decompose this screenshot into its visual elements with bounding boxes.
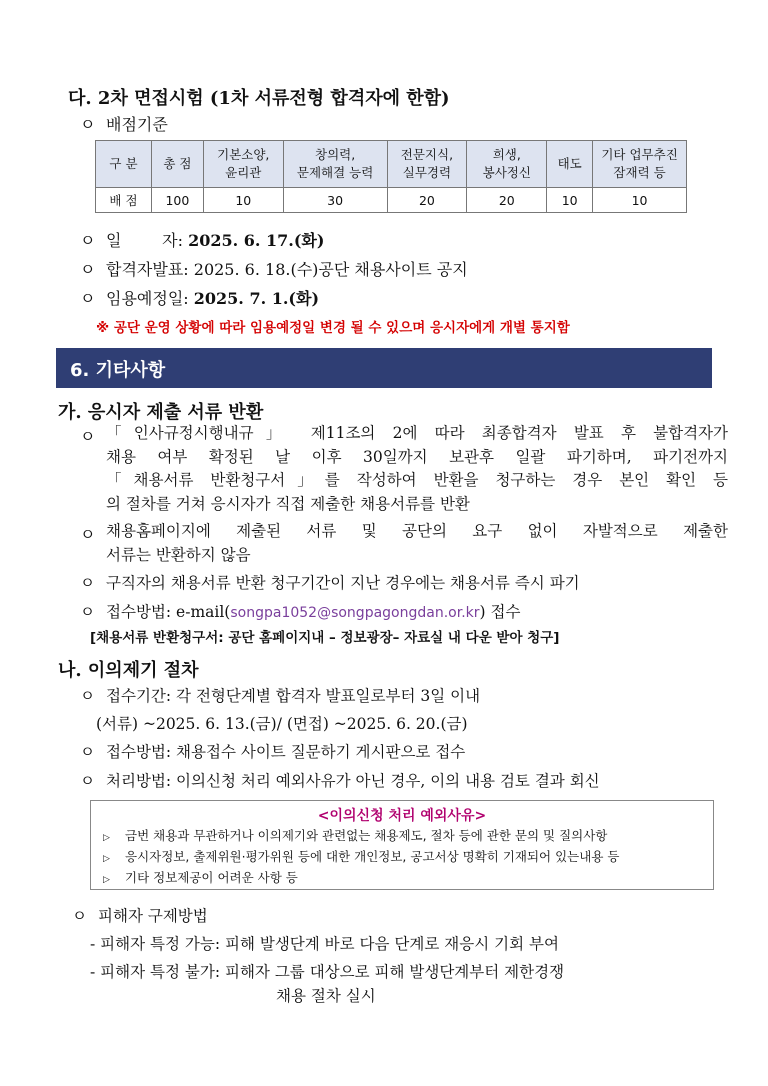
date-label: 일 자: (106, 231, 189, 250)
announce-line (80, 257, 468, 280)
table-header-cell: 기본소양, 윤리관 (203, 141, 283, 188)
period-text: 접수기간: 각 전형단계별 합격자 발표일로부터 3일 이내 (106, 687, 481, 705)
table-cell: 20 (467, 188, 547, 213)
circle-bullet-icon: ㅇ (80, 687, 95, 705)
list-item (103, 868, 298, 886)
period-line (80, 684, 480, 706)
table-cell: 30 (283, 188, 387, 213)
paragraph-line: 「인사규정시행내규」 제11조의 2에 따라 최종합격자 발표 후 불합격자가 (106, 424, 728, 442)
appoint-label: 임용예정일: (106, 289, 194, 308)
table-cell: 10 (203, 188, 283, 213)
circle-bullet-icon: ㅇ (80, 772, 95, 790)
table-cell: 10 (547, 188, 593, 213)
paragraph-line: 서류는 반환하지 않음 (106, 545, 251, 564)
email-prefix: 접수방법: e-mail( (106, 603, 231, 621)
appoint-value: 2025. 7. 1.(화) (193, 289, 320, 308)
section-6-title: 6. 기타사항 (70, 360, 166, 381)
paragraph-line: 「채용서류 반환청구서」를 작성하여 반환을 청구하는 경우 본인 확인 등 (106, 471, 728, 489)
criteria-label: 배점기준 (106, 115, 168, 134)
table-header-cell: 전문지식, 실무경력 (387, 141, 467, 188)
relief-item-1: - 피해자 특정 가능: 피해 발생단계 바로 다음 단계로 재응시 기회 부여 (90, 935, 559, 953)
circle-bullet-icon: ㅇ (80, 427, 96, 446)
exception-box-title: <이의신청 처리 예외사유> (317, 808, 487, 824)
section-6-header (56, 348, 712, 388)
circle-bullet-icon: ㅇ (80, 743, 95, 761)
table-header-cell: 태도 (547, 141, 593, 188)
email-link[interactable]: songpa1052@songpagongdan.or.kr (230, 605, 480, 621)
criteria-line (80, 112, 168, 135)
relief-label: 피해자 구제방법 (98, 907, 208, 925)
interview-date-line (80, 228, 324, 251)
voluntary-paragraph (106, 520, 728, 567)
appoint-line (80, 286, 319, 309)
circle-bullet-icon: ㅇ (80, 574, 95, 592)
method-line (80, 740, 465, 762)
exception-item-3: 기타 정보제공이 어려운 사항 등 (125, 870, 298, 885)
circle-bullet-icon: ㅇ (80, 115, 96, 134)
expiry-line (80, 571, 580, 593)
table-header-row (96, 141, 687, 188)
circle-bullet-icon: ㅇ (80, 231, 96, 250)
triangle-marker-icon: ▷ (103, 854, 110, 864)
period-dates: (서류) ~2025. 6. 13.(금)/ (면접) ~2025. 6. 20.(금) (96, 715, 468, 733)
table-row (96, 188, 687, 213)
section-ga-heading: 가. 응시자 제출 서류 반환 (58, 402, 264, 423)
list-item (103, 847, 619, 865)
exception-item-1: 금번 채용과 무관하거나 이의제기와 관련없는 채용제도, 절차 등에 관한 문의 및 질의사항 (125, 828, 608, 843)
table-cell: 10 (593, 188, 687, 213)
score-table (95, 140, 687, 213)
relief-line (72, 904, 208, 926)
paragraph-line: 의 절차를 거쳐 응시자가 직접 제출한 채용서류를 반환 (106, 494, 470, 513)
process-text: 처리방법: 이의신청 처리 예외사유가 아닌 경우, 이의 내용 검토 결과 회신 (106, 772, 600, 790)
circle-bullet-icon: ㅇ (80, 603, 95, 621)
list-item (103, 826, 607, 844)
section-da-heading: 다. 2차 면접시험 (1차 서류전형 합격자에 한함) (68, 88, 450, 109)
paragraph-line: 채용홈페이지에 제출된 서류 및 공단의 요구 없이 자발적으로 제출한 (106, 522, 728, 540)
return-paragraph (106, 422, 728, 516)
triangle-marker-icon: ▷ (103, 875, 110, 885)
circle-bullet-icon: ㅇ (80, 525, 96, 544)
announce-label: 합격자발표: (106, 260, 194, 279)
section-na-heading: 나. 이의제기 절차 (58, 660, 199, 681)
table-header-cell: 구 분 (96, 141, 152, 188)
table-header-cell: 창의력, 문제해결 능력 (283, 141, 387, 188)
table-header-cell: 기타 업무추진 잠재력 등 (593, 141, 687, 188)
date-value: 2025. 6. 17.(화) (188, 231, 325, 250)
table-cell: 100 (151, 188, 203, 213)
relief-item-2-cont: 채용 절차 실시 (276, 987, 376, 1005)
table-header-cell: 희생, 봉사정신 (467, 141, 547, 188)
relief-item-2: - 피해자 특정 불가: 피해자 그룹 대상으로 피해 발생단계부터 제한경쟁 (90, 963, 565, 981)
table-cell: 20 (387, 188, 467, 213)
exception-item-2: 응시자정보, 출제위원·평가위원 등에 대한 개인정보, 공고서상 명확히 기재되어 있는내용 등 (125, 849, 620, 864)
email-suffix: ) 접수 (479, 603, 521, 621)
appoint-note: ※ 공단 운영 상황에 따라 임용예정일 변경 될 수 있으며 응시자에게 개별 통지함 (96, 320, 570, 336)
table-cell: 배 점 (96, 188, 152, 213)
process-line (80, 769, 600, 791)
expiry-text: 구직자의 채용서류 반환 청구기간이 지난 경우에는 채용서류 즉시 파기 (106, 574, 580, 592)
paragraph-line: 채용 여부 확정된 날 이후 30일까지 보관후 일괄 파기하며, 파기전까지 (106, 447, 728, 466)
circle-bullet-icon: ㅇ (72, 907, 87, 925)
email-line (80, 600, 520, 622)
circle-bullet-icon: ㅇ (80, 289, 96, 308)
triangle-marker-icon: ▷ (103, 833, 110, 843)
table-header-cell: 총 점 (151, 141, 203, 188)
exception-box (90, 800, 714, 890)
method-text: 접수방법: 채용접수 사이트 질문하기 게시판으로 접수 (106, 743, 466, 761)
bracket-note: [채용서류 반환청구서: 공단 홈페이지내 – 정보광장– 자료실 내 다운 받아 청구] (90, 630, 560, 646)
circle-bullet-icon: ㅇ (80, 260, 96, 279)
announce-value: 2025. 6. 18.(수)공단 채용사이트 공지 (193, 260, 468, 279)
